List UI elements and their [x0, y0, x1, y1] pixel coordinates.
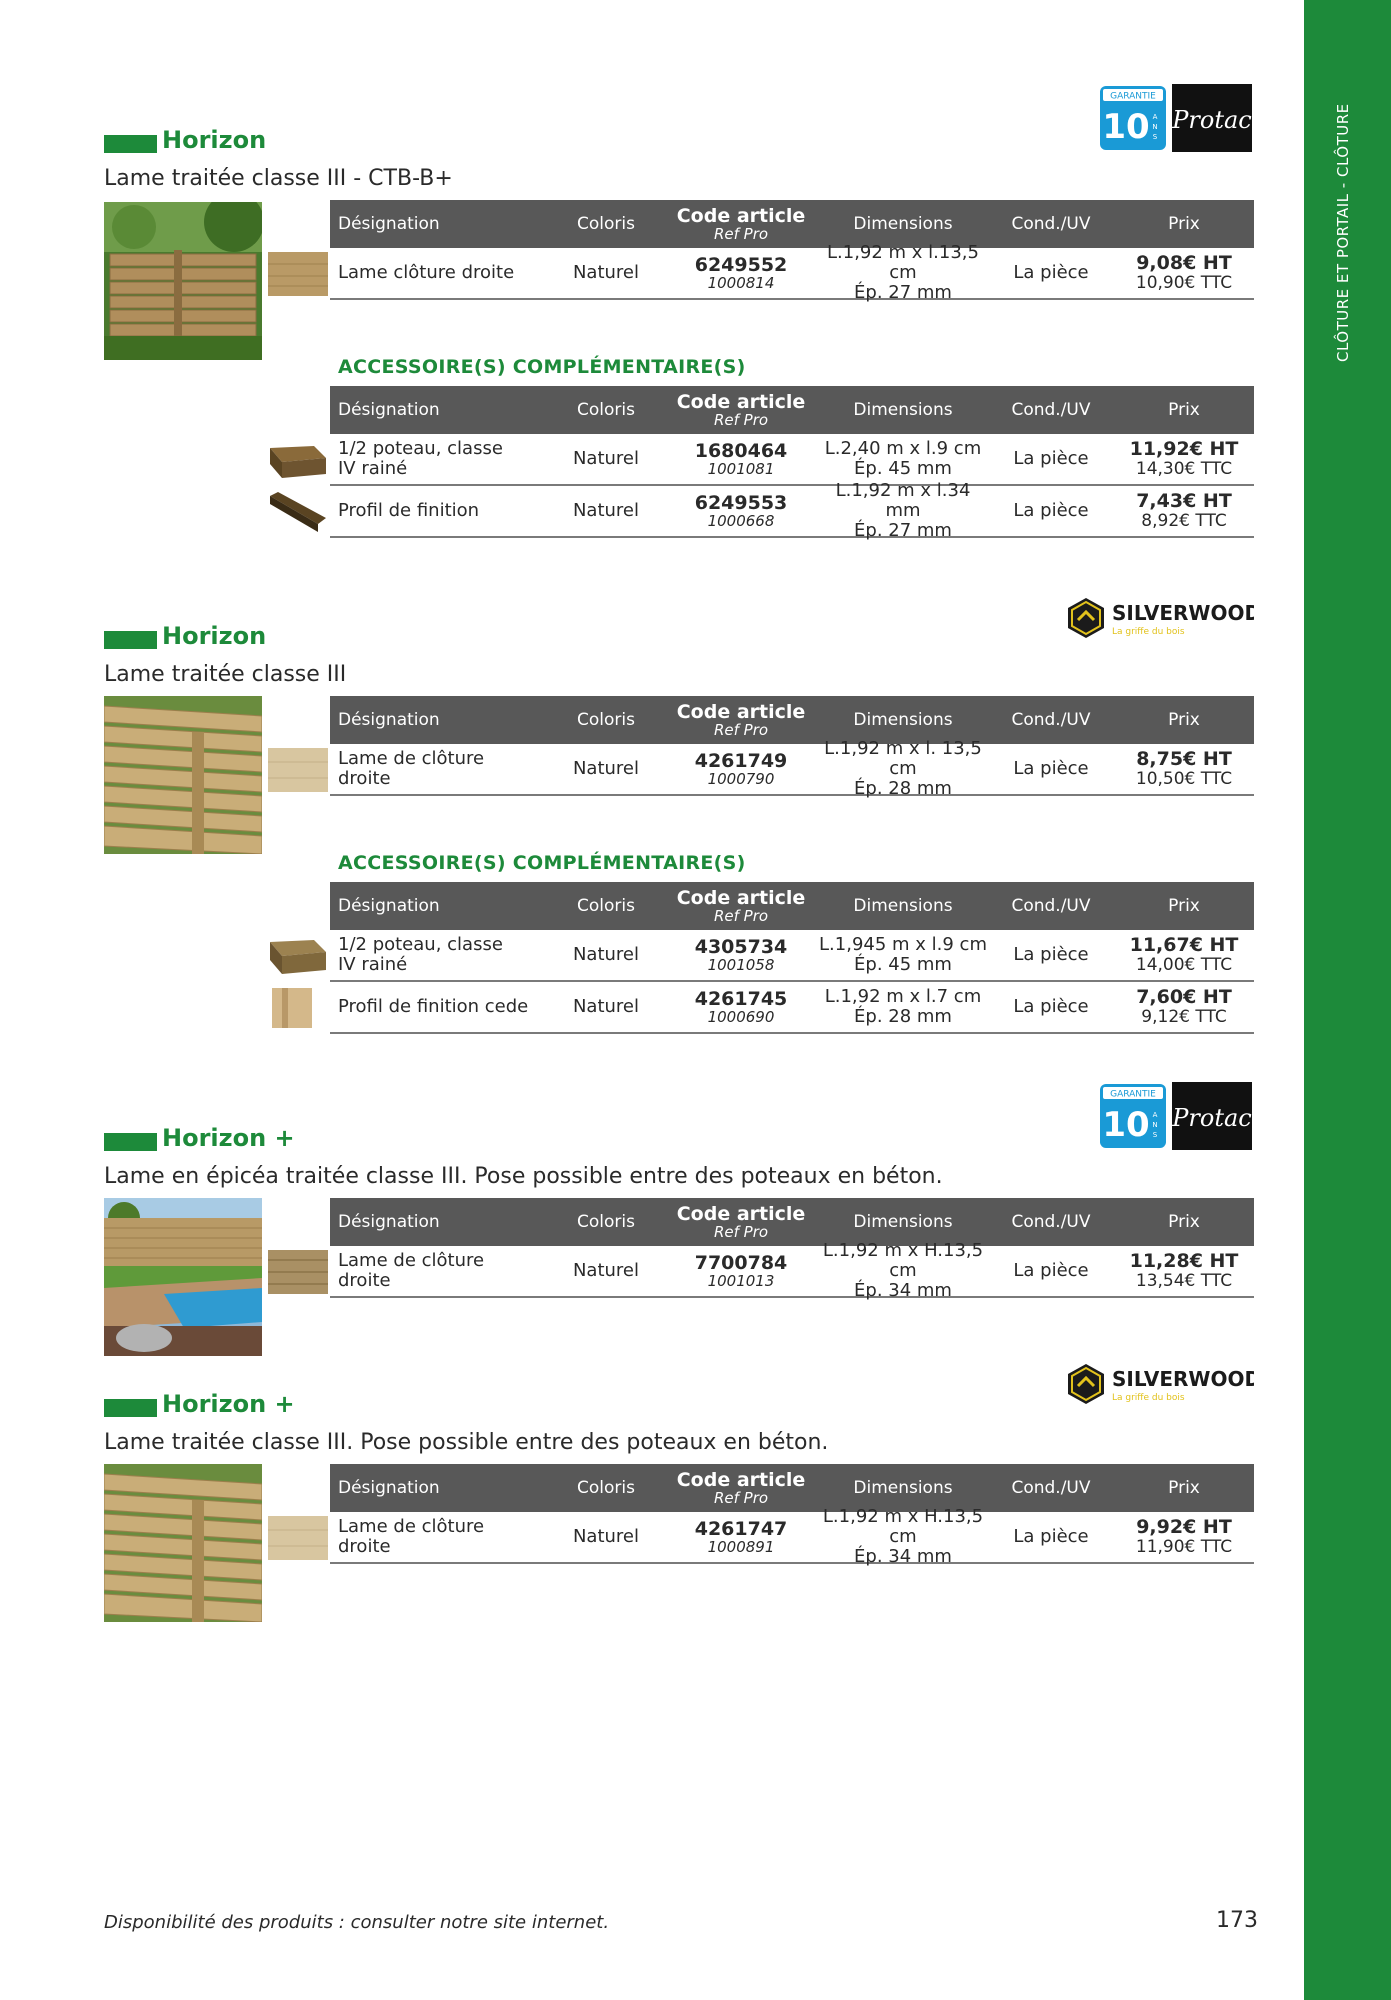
svg-text:A: A	[1152, 113, 1158, 121]
svg-text:10: 10	[1102, 1105, 1150, 1145]
product-thumbnail	[268, 1250, 328, 1294]
profile-thumbnail	[268, 986, 328, 1030]
accessories-table	[330, 386, 1254, 541]
accessories-title: ACCESSOIRE(S) COMPLÉMENTAIRE(S)	[338, 852, 746, 874]
availability-note: Disponibilité des produits : consulter notre site internet.	[104, 1912, 610, 1933]
svg-text:10: 10	[1102, 107, 1150, 147]
product-table	[330, 1198, 1254, 1301]
svg-text:La griffe du bois: La griffe du bois	[1112, 1393, 1185, 1403]
section-marker	[104, 135, 157, 153]
product-photo	[104, 696, 262, 854]
protac-logo	[1100, 84, 1252, 152]
table-header: Désignation Coloris Code article Ref Pro Dimensions Cond./UV Prix	[330, 1198, 1254, 1246]
product-photo	[104, 1464, 262, 1622]
section-subtitle: Lame traitée classe III - CTB-B+	[104, 166, 453, 191]
svg-text:A: A	[1152, 1111, 1158, 1119]
section-title: Horizon +	[162, 1390, 295, 1418]
product-table	[330, 200, 1254, 303]
section-marker	[104, 631, 157, 649]
page-number: 173	[1216, 1908, 1258, 1933]
table-row: 1/2 poteau, classe IV rainé Naturel 4305734 1001058 L.1,945 m x l.9 cm Ép. 45 mm La pièce 11,67€ HT 14,00€ TTC	[330, 930, 1254, 982]
section-title: Horizon	[162, 126, 267, 154]
section-subtitle: Lame en épicéa traitée classe III. Pose possible entre des poteaux en béton.	[104, 1164, 943, 1189]
svg-text:GARANTIE: GARANTIE	[1110, 1089, 1156, 1100]
accessories-title: ACCESSOIRE(S) COMPLÉMENTAIRE(S)	[338, 356, 746, 378]
svg-text:Protac: Protac	[1172, 106, 1252, 134]
table-header: Désignation Coloris Code article Ref Pro Dimensions Cond./UV Prix	[330, 386, 1254, 434]
table-row: Profil de finition Naturel 6249553 1000668 L.1,92 m x l.34 mm Ép. 27 mm La pièce 7,43€ HT 8,92€ TTC	[330, 486, 1254, 538]
section-subtitle: Lame traitée classe III	[104, 662, 347, 687]
silverwood-logo	[1064, 1360, 1254, 1410]
svg-text:Protac: Protac	[1172, 1104, 1252, 1132]
svg-text:SILVERWOOD: SILVERWOOD	[1112, 1367, 1254, 1391]
section-title: Horizon +	[162, 1124, 295, 1152]
section-title: Horizon	[162, 622, 267, 650]
section-subtitle: Lame traitée classe III. Pose possible entre des poteaux en béton.	[104, 1430, 829, 1455]
table-header: Désignation Coloris Code article Ref Pro Dimensions Cond./UV Prix	[330, 696, 1254, 744]
table-row: Profil de finition cede Naturel 4261745 1000690 L.1,92 m x l.7 cm Ép. 28 mm La pièce 7,60€ HT 9,12€ TTC	[330, 982, 1254, 1034]
product-thumbnail	[268, 1516, 328, 1560]
svg-text:GARANTIE: GARANTIE	[1110, 91, 1156, 102]
table-row: Lame de clôture droite Naturel 7700784 1001013 L.1,92 m x H.13,5 cm Ép. 34 mm La pièce 11,28€ HT 13,54€ TTC	[330, 1246, 1254, 1298]
protac-logo	[1100, 1082, 1252, 1150]
accessories-table	[330, 882, 1254, 1034]
post-thumbnail	[268, 934, 328, 978]
product-table	[330, 1464, 1254, 1567]
profile-thumbnail	[268, 490, 328, 534]
table-row: Lame de clôture droite Naturel 4261747 1000891 L.1,92 m x H.13,5 cm Ép. 34 mm La pièce 9,92€ HT 11,90€ TTC	[330, 1512, 1254, 1564]
product-thumbnail	[268, 252, 328, 296]
product-section-1	[104, 124, 1254, 541]
silverwood-logo	[1064, 594, 1254, 644]
section-marker	[104, 1399, 157, 1417]
svg-text:S: S	[1152, 133, 1158, 141]
svg-text:N: N	[1152, 1121, 1158, 1129]
table-header: Désignation Coloris Code article Ref Pro Dimensions Cond./UV Prix	[330, 882, 1254, 930]
table-header: Désignation Coloris Code article Ref Pro Dimensions Cond./UV Prix	[330, 200, 1254, 248]
table-row: 1/2 poteau, classe IV rainé Naturel 1680464 1001081 L.2,40 m x l.9 cm Ép. 45 mm La pièce 11,92€ HT 14,30€ TTC	[330, 434, 1254, 486]
product-photo	[104, 1198, 262, 1356]
svg-text:N: N	[1152, 123, 1158, 131]
table-row: Lame clôture droite Naturel 6249552 1000814 L.1,92 m x l.13,5 cm Ép. 27 mm La pièce 9,08€ HT 10,90€ TTC	[330, 248, 1254, 300]
product-table	[330, 696, 1254, 799]
product-photo	[104, 202, 262, 360]
side-label: CLÔTURE ET PORTAIL - CLÔTURE	[1334, 103, 1352, 362]
section-marker	[104, 1133, 157, 1151]
table-header: Désignation Coloris Code article Ref Pro Dimensions Cond./UV Prix	[330, 1464, 1254, 1512]
product-thumbnail	[268, 748, 328, 792]
table-row: Lame de clôture droite Naturel 4261749 1000790 L.1,92 m x l. 13,5 cm Ép. 28 mm La pièce 8,75€ HT 10,50€ TTC	[330, 744, 1254, 796]
product-section-3	[104, 1122, 1254, 1301]
svg-text:S: S	[1152, 1131, 1158, 1139]
post-thumbnail	[268, 438, 328, 482]
svg-text:SILVERWOOD: SILVERWOOD	[1112, 601, 1254, 625]
svg-text:La griffe du bois: La griffe du bois	[1112, 627, 1185, 637]
